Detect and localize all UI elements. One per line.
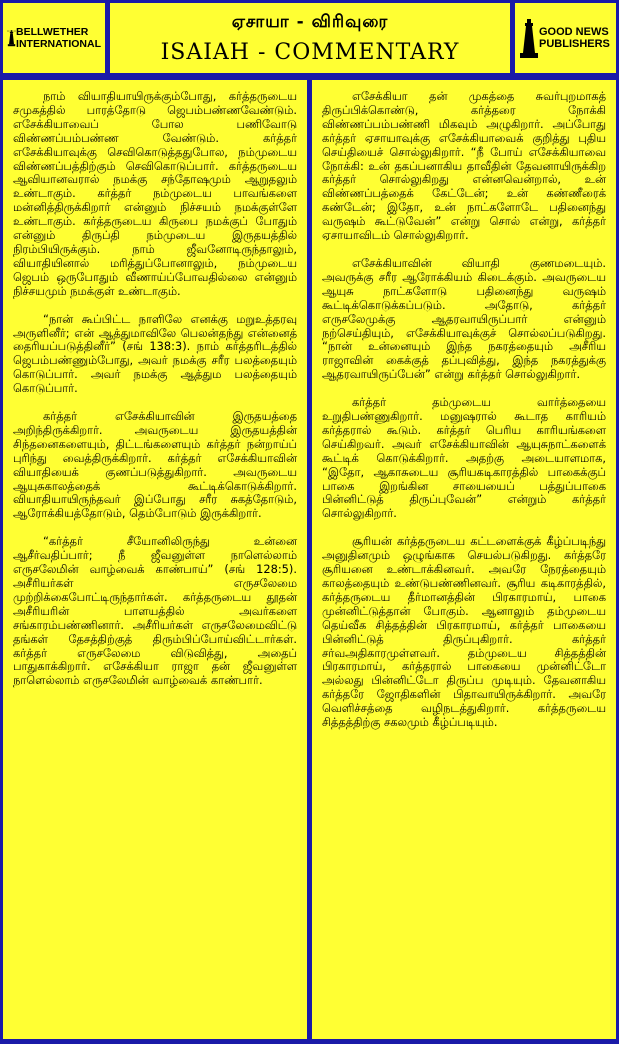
left-column (3, 80, 307, 1039)
logo-left-line2: INTERNATIONAL (16, 38, 101, 50)
title-banner (110, 3, 510, 73)
paragraph: எசேக்கியாவின் வியாதி குணமடையும். அவருக்கு சரீர ஆரோக்கியம் கிடைக்கும். அவருடைய ஆயுசு நாட்களோடு பதினைந்து வருஷம் கூட்டிக்கொடுக்கப்படும். அதோடு, கர்த்தர் எருசலேமுக்கு ஆதரவாயிருப்பார் என்னும் நற்செய்தியும், எசேக்கியாவுக்குச் சொல்லப்படுகிறது. “நான் உன்னையும் இந்த நகரத்தையும் அசீரிய ராஜாவின் கைக்குத் தப்புவித்து, இந்த நகரத்துக்கு ஆதரவாயிருப்பேன்” என்று கர்த்தர் சொல்லுகிறார். (322, 255, 606, 382)
logo-right-line1: GOOD NEWS (539, 26, 609, 38)
good-news-logo (515, 3, 616, 73)
logo-left-line1: BELLWETHER (16, 26, 89, 38)
paragraph: நாம் வியாதியாயிருக்கும்போது, கர்த்தருடைய சமுகத்தில் பாரத்தோடு ஜெபம்பண்ணவேண்டும். எசேக்கியாவைப் போல பணிவோடு விண்ணப்பம்பண்ண வேண்டும். கர்த்தர் எசேக்கியாவுக்கு செவிகொடுத்ததுபோல, நம்முடைய விண்ணப்பத்திற்கும் செவிகொடுப்பார். கர்த்தருடைய ஆவியானவரால் நமக்கு சந்தோஷமும் ஆறுதலும் உண்டாகும். கர்த்தர் நம்முடைய பாவங்களை மன்னித்திருக்கிறார் என்னும் நிச்சயம் நமக்குள்ளே உண்டாகும். கர்த்தருடைய கிருபை நமக்குப் போதும் என்னும் திருப்தி நம்முடைய இருதயத்தில் நிரம்பியிருக்கும். நாம் ஜீவனோடிருந்தாலும், வியாதியினால் மரித்துப்போனாலும், நம்முடைய ஜெபம் ஒருபோதும் வீணாய்ப்போவதில்லை என்னும் நிச்சயமும் நமக்குள் உண்டாகும். (13, 89, 297, 298)
paragraph: எசேக்கியா தன் முகத்தை சுவர்புறமாகத் திருப்பிக்கொண்டு, கர்த்தரை நோக்கி விண்ணப்பம்பண்ணி மிகவும் அழுகிறார். அப்போது கர்த்தர் ஏசாயாவுக்கு எசேக்கியாவைக் குறித்து புதிய செய்தியைச் சொல்லுகிறார். “நீ போய் எசேக்கியாவை நோக்கி: உன் தகப்பனாகிய தாவீதின் தேவனாயிருக்கிற கர்த்தர் சொல்லுகிறது என்னவென்றால், உன் விண்ணப்பத்தைக் கேட்டேன்; உன் கண்ணீரைக் கண்டேன்; இதோ, உன் நாட்களோடே பதினைந்து வருஷம் கூட்டுவேன்” என்று சொல் என்று, கர்த்தர் ஏசாயாவிடம் சொல்லுகிறார். (322, 89, 606, 243)
paragraph: கர்த்தர் தம்முடைய வார்த்தையை உறுதிபண்ணுகிறார். மனுஷரால் கூடாத காரியம் கர்த்தரால் கூடும். கர்த்தர் பெரிய காரியங்களை செய்கிறவர். அவர் எசேக்கியாவின் ஆயுசுநாட்களைக் கூட்டிக் கொடுக்கிறார். அதற்கு அடையாளமாக, “இதோ, ஆகாசுடைய சூரியகடிகாரத்தில் பாகைக்குப் பாகை இறங்கின சாயையைப் பத்துப்பாகை பின்னிட்டுத் திருப்புவேன்” என்றும் கர்த்தர் சொல்லுகிறார். (322, 395, 606, 521)
paragraph: “நான் கூப்பிட்ட நாளிலே எனக்கு மறுஉத்தரவு அருளினீர்; என் ஆத்துமாவிலே பெலன்தந்து என்னைத் தைரியப்படுத்தினீர்” (சங் 138:3). நாம் கர்த்தரிடத்தில் ஜெபம்பண்ணும்போது, அவர் நமக்கு சரீர பலத்தையும் கொடுப்பார். அவர் நமக்கு ஆத்தும பலத்தையும் கொடுப்பார். (13, 311, 297, 396)
lighthouse-icon (7, 15, 16, 61)
lighthouse-icon (519, 15, 539, 61)
tamil-title: ஏசாயா - விரிவுரை (231, 12, 389, 32)
paragraph: கர்த்தர் எசேக்கியாவின் இருதயத்தை அறிந்திருக்கிறார். அவருடைய இருதயத்தின் சிந்தனைகளையும், திட்டங்களையும் கர்த்தர் நன்றாய்ப் புரிந்து வைத்திருக்கிறார். கர்த்தர் எசேக்கியாவின் வியாதியைக் குணப்படுத்துகிறார். அவருடைய ஆயுசுகாலத்தைக் கூட்டிக்கொடுக்கிறார். வியாதியாயிருந்தவர் இப்போது சரீர சுகத்தோடும், ஆரோக்கியத்தோடும், தெம்போடும் இருக்கிறார். (13, 409, 297, 521)
logo-right-line2: PUBLISHERS (539, 38, 610, 50)
bellwether-logo (3, 3, 105, 73)
paragraph: சூரியன் கர்த்தருடைய கட்டளைக்குக் கீழ்ப்படிந்து அனுதினமும் ஒழுங்காக செயல்படுகிறது. கர்த்தரே சூரியனை உண்டாக்கினவர். அவரே நேரத்தையும் காலத்தையும் உண்டுபண்ணினவர். சூரிய கடிகாரத்தில், கர்த்தருடைய தீர்மானத்தின் பிரகாரமாய், பாகை முன்னிட்டுத்தான் போகும். ஆனாலும் தம்முடைய தெய்வீக சித்தத்தின் பிரகாரமாய், கர்த்தர் பாகையை பின்னிட்டுத் திருப்புகிறார். கர்த்தர் சர்வஅதிகாரமுள்ளவர். தம்முடைய சித்தத்தின் பிரகாரமாய், கர்த்தரால் பாகையை முன்னிட்டோ அல்லது பின்னிட்டோ திருப்ப முடியும். தேவனாகிய கர்த்தரே ஜோதிகளின் பிதாவாயிருக்கிறார். அவரே வெளிச்சத்தை வழிநடத்துகிறார். கர்த்தருடைய சித்தத்திற்கு சகலமும் கீழ்ப்படியும். (322, 534, 606, 730)
right-column (312, 80, 616, 1039)
english-title: ISAIAH - COMMENTARY (160, 40, 460, 65)
paragraph: “கர்த்தர் சீயோனிலிருந்து உன்னை ஆசீர்வதிப்பார்; நீ ஜீவனுள்ள நாளெல்லாம் எருசலேமின் வாழ்வைக் காண்பாய்” (சங் 128:5). அசீரியர்கள் எருசலேமை முற்றிக்கைபோட்டிருந்தார்கள். கர்த்தருடைய தூதன் அசீரியரின் பாளயத்தில் அவர்களை சங்காரம்பண்ணினார். அசீரியர்கள் எருசலேமைவிட்டு தங்கள் தேசத்திற்குத் திரும்பிப்போய்விட்டார்கள். கர்த்தர் எருசலேமை விடுவித்து, அதைப் பாதுகாக்கிறார். எசேக்கியா ராஜா தன் ஜீவனுள்ள நாளெல்லாம் எருசலேமின் வாழ்வைக் காண்பார். (13, 534, 297, 688)
